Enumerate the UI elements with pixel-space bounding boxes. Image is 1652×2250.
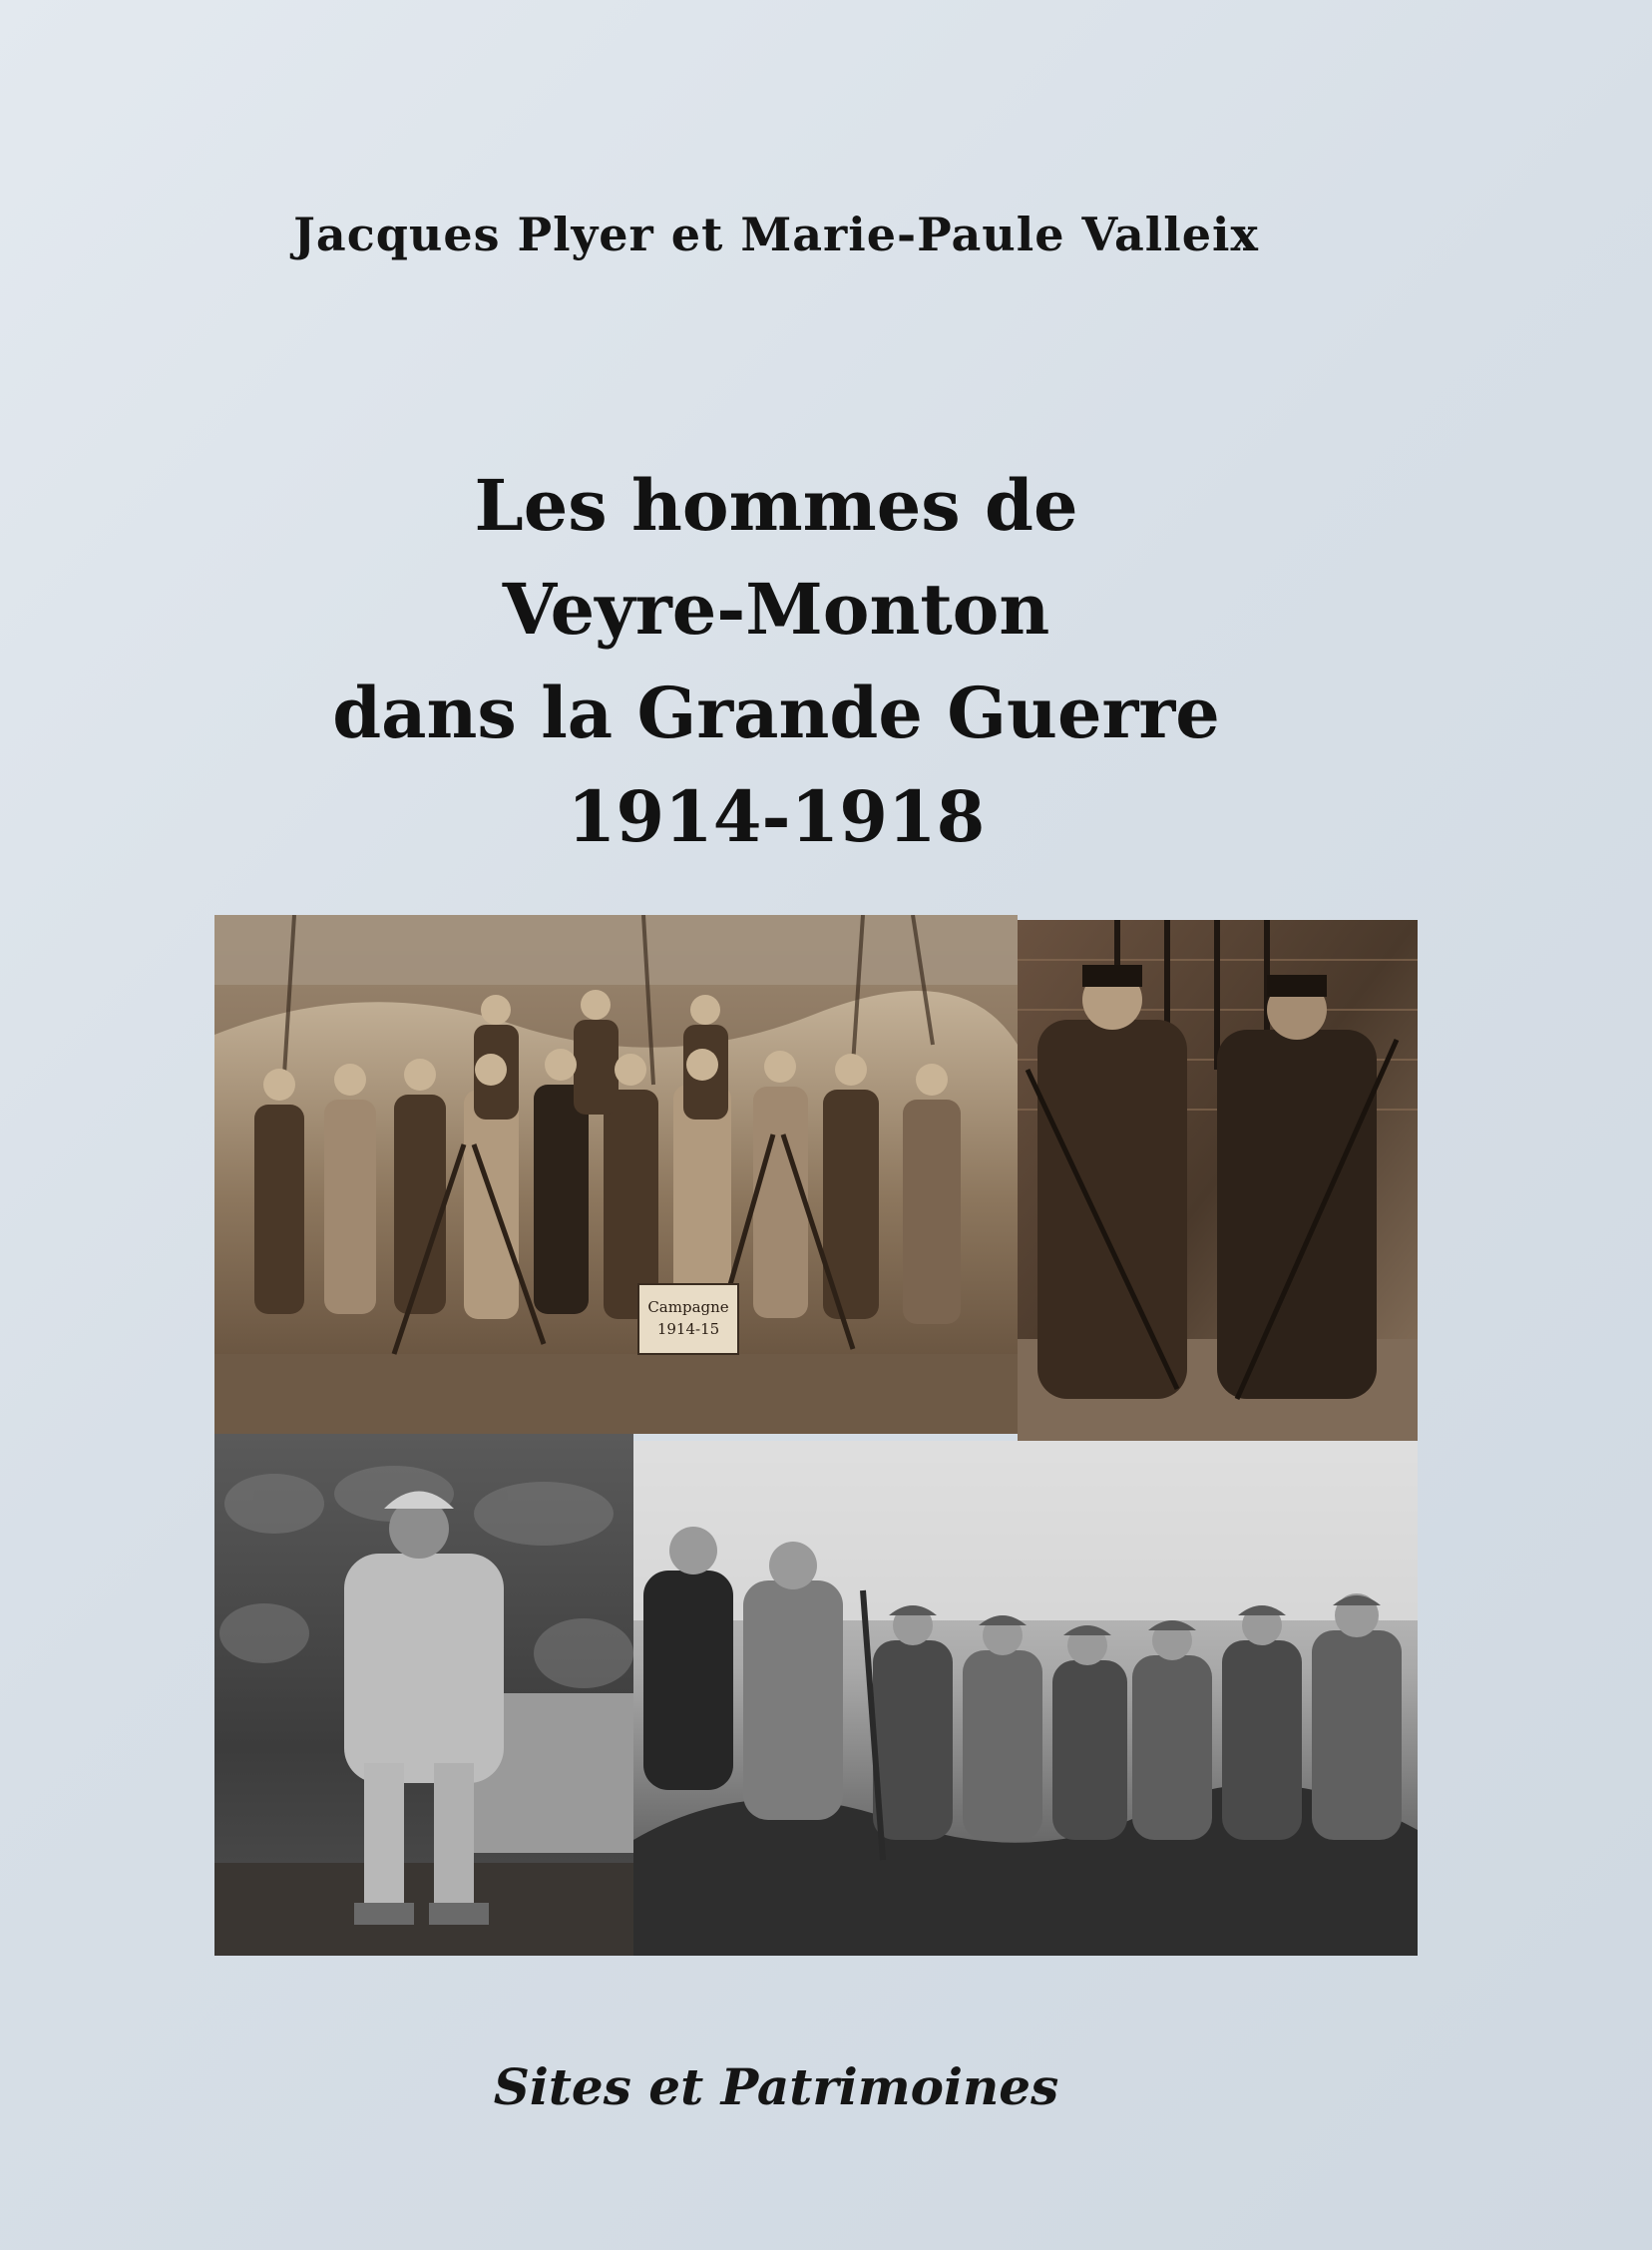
title-line-3: dans la Grande Guerre <box>332 672 1220 754</box>
title-line-1: Les hommes de <box>474 464 1078 547</box>
photo-two-soldiers <box>1018 920 1418 1441</box>
author-names: Jacques Plyer et Marie-Paule Valleix <box>293 208 1259 261</box>
photo-group-soldiers <box>214 915 1018 1434</box>
photo-seated-soldier <box>214 1434 633 1956</box>
photo-sign-line-2: 1914-15 <box>656 1320 720 1338</box>
publisher-name: Sites et Patrimoines <box>493 2057 1059 2116</box>
photo-trench-soldiers <box>633 1441 1418 1956</box>
title-line-2: Veyre-Monton <box>502 568 1050 651</box>
photo-collage <box>214 915 1418 1956</box>
title-line-4: 1914-1918 <box>567 775 986 858</box>
photo-sign-line-1: Campagne <box>647 1298 729 1316</box>
book-title <box>0 454 1552 869</box>
